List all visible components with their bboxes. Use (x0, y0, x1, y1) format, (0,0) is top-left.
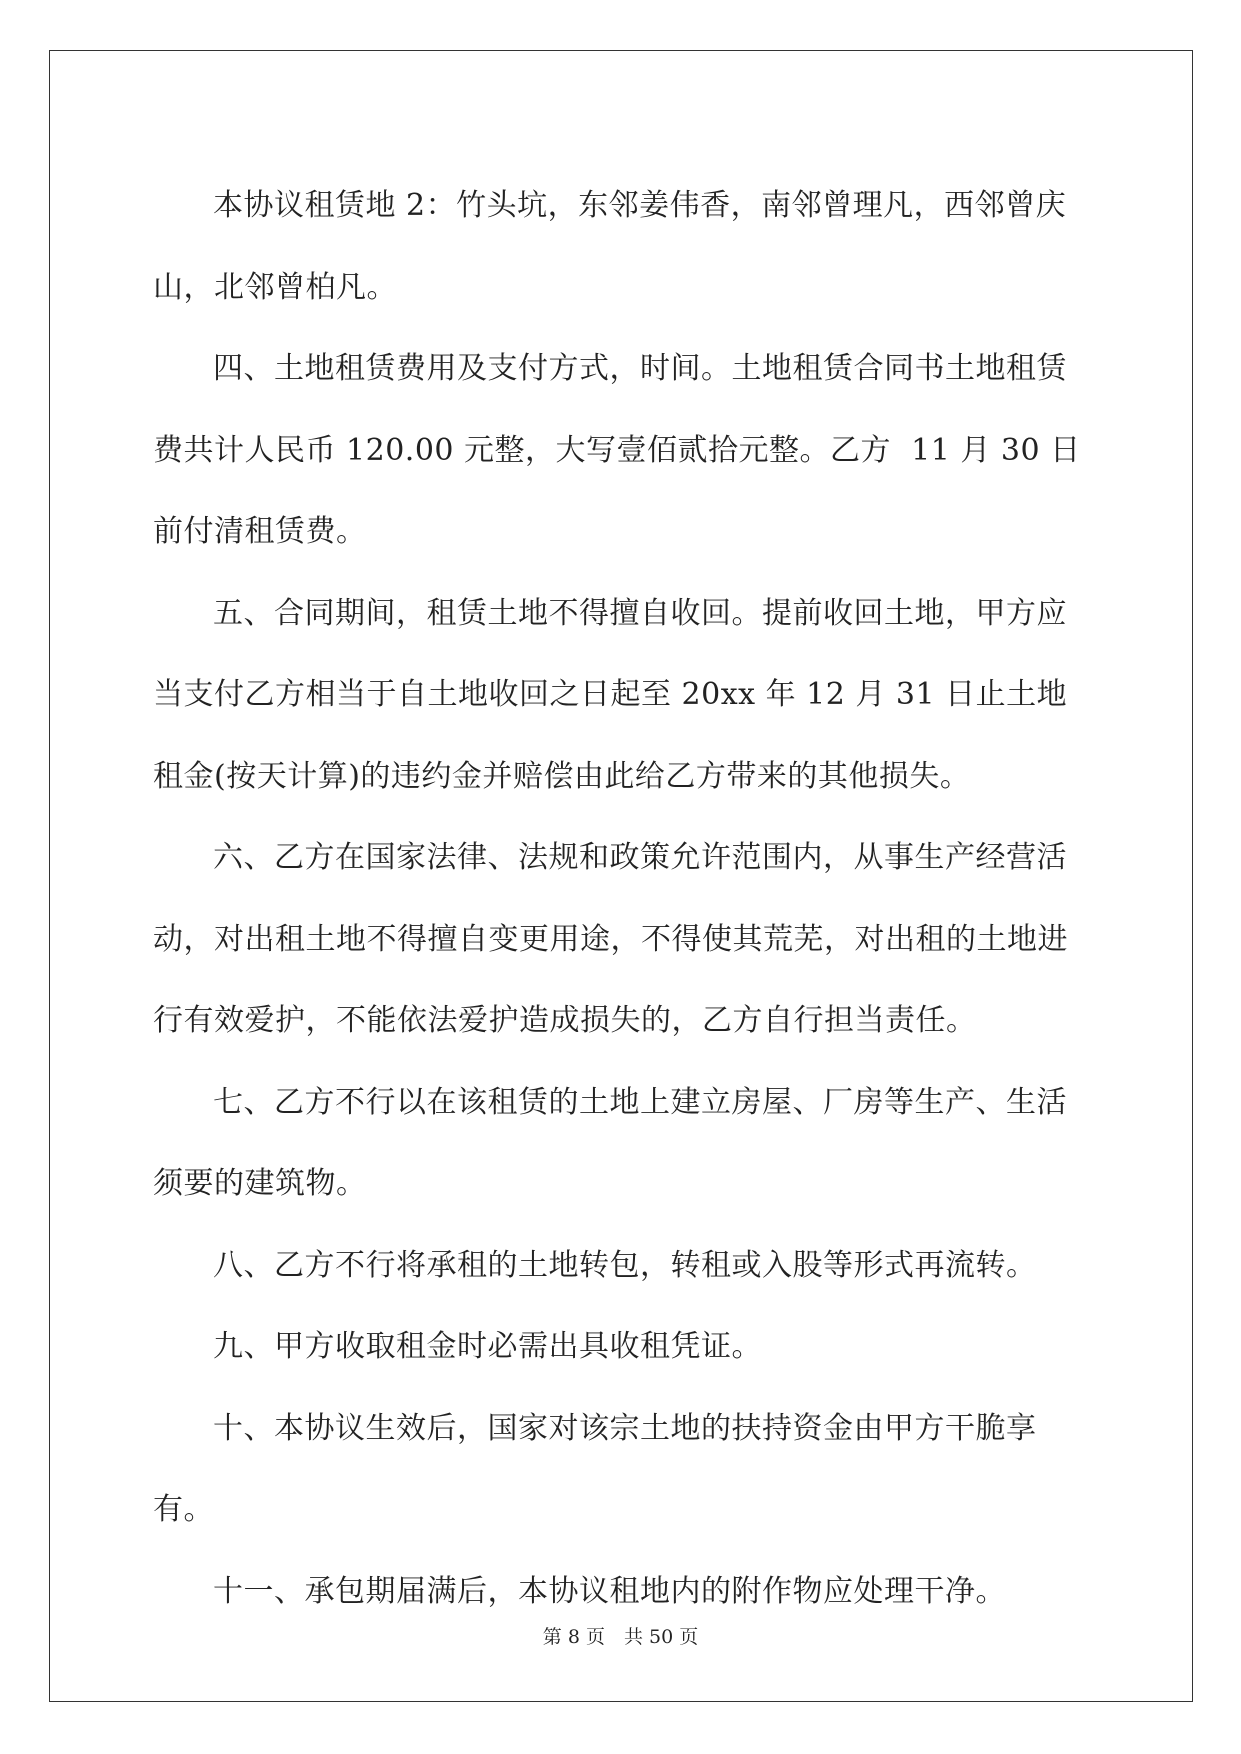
paragraph-clause-9-rent-receipt: 九、甲方收取租金时必需出具收租凭证。 (213, 1329, 762, 1364)
paragraph-clause-8-no-subletting: 八、乙方不行将承租的土地转包，转租或入股等形式再流转。 (213, 1247, 1037, 1283)
paragraph-clause-11-crops: 十一、承包期届满后，本协议租地内的附作物应处理干净。 (213, 1573, 1006, 1609)
paragraph-clause-7-no-buildings: 七、乙方不行以在该租赁的土地上建立房屋、厂房等生产、生活须要的建筑物。 (153, 1084, 1067, 1201)
page-number-footer: 第 8 页 共 50 页 (542, 1626, 699, 1648)
paragraph-clause-10-subsidy: 十、本协议生效后，国家对该宗土地的扶持资金由甲方干脆享有。 (153, 1410, 1037, 1527)
paragraph-clause-4-payment: 四、土地租赁费用及支付方式，时间。土地租赁合同书土地租赁费共计人民币 120.00 元整，大写壹佰贰拾元整。乙方 11 月 30 日前付清租赁费。 (153, 351, 1081, 549)
paragraph-lease-land-2: 本协议租赁地 2：竹头坑，东邻姜伟香，南邻曾理凡，西邻曾庆山，北邻曾柏凡。 (153, 188, 1067, 305)
document-body (153, 165, 1093, 1632)
paragraph-clause-5-early-recovery: 五、合同期间，租赁土地不得擅自收回。提前收回土地，甲方应当支付乙方相当于自土地收回之日起至 20xx 年 12 月 31 日止土地租金(按天计算)的违约金并赔偿由此给乙方带来的其他损失。 (153, 595, 1068, 794)
paragraph-clause-6-land-use: 六、乙方在国家法律、法规和政策允许范围内，从事生产经营活动，对出租土地不得擅自变更用途，不得使其荒芜，对出租的土地进行有效爱护，不能依法爱护造成损失的，乙方自行担当责任。 (153, 840, 1068, 1038)
